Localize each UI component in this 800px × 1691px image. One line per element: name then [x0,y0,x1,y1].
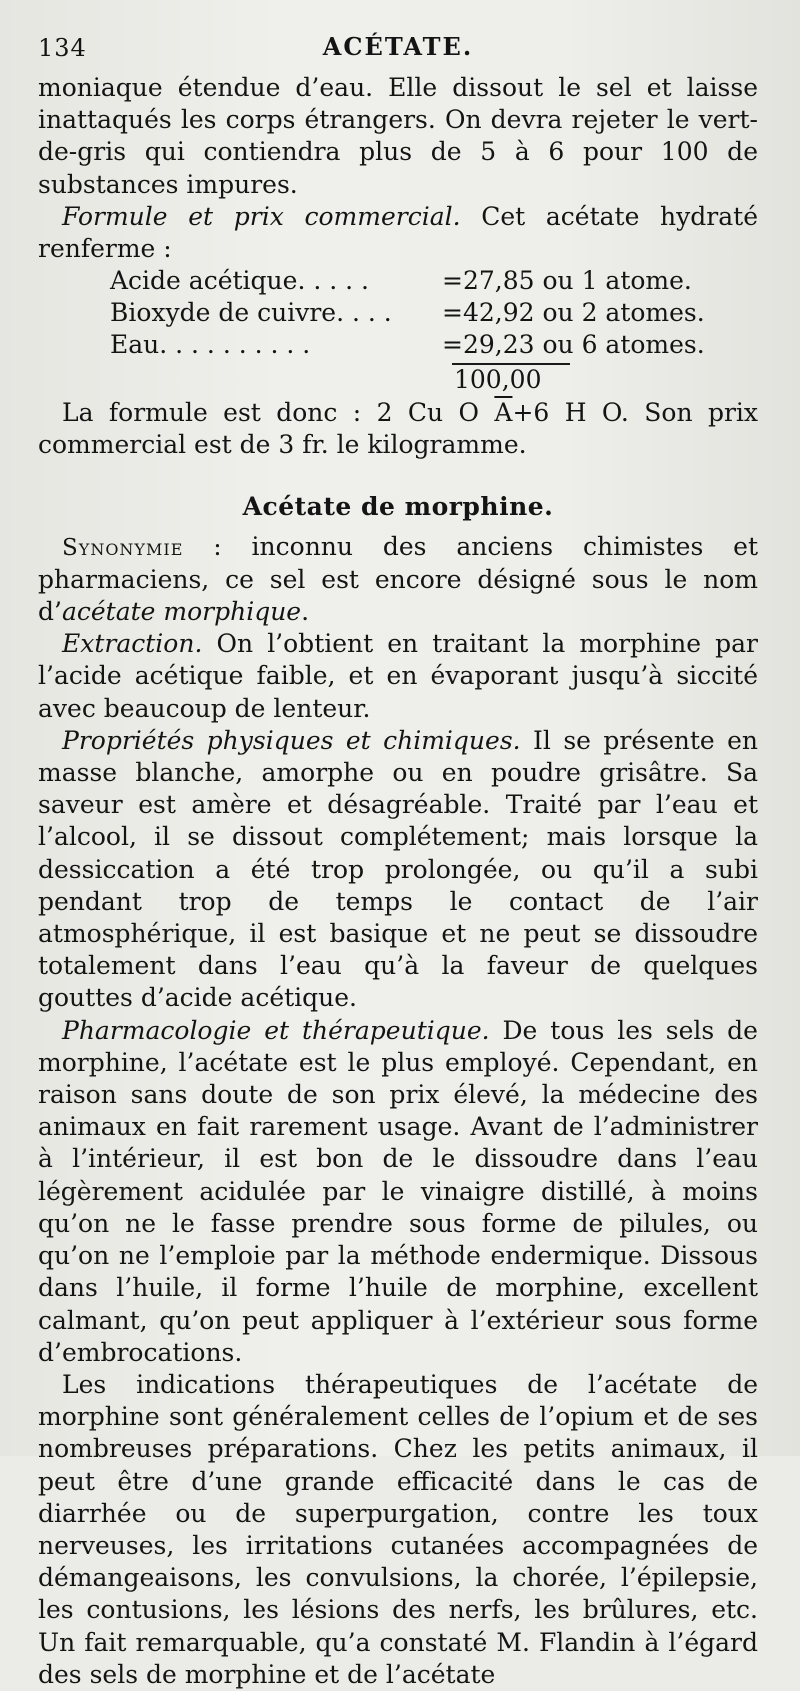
formula-label: Formule et prix commercial. [62,201,461,231]
component-value: =42,92 ou 2 atomes. [442,298,705,328]
total-value: 100,00 [454,365,542,395]
formula-intro [38,201,758,265]
synonymie-term: acétate morphique [61,597,302,627]
pharmacologie-text: De tous les sels de morphine, l’acétate est le plus employé. Cependant, en raison sans doute de son prix élevé, la médecine des animaux en fait rarement usage. Avant de l’administrer à l’intérieur, il est bon de le dissoudre dans l’eau légèrement acidulée par le vinaigre distillé, à moins qu’on ne le fasse prendre sous forme de pilules, ou qu’on ne l’emploie par la méthode endermique. Dissous dans l’huile, il forme l’huile de morphine, excellent calmant, qu’on peut appliquer à l’extérieur sous forme d’embrocations. [38,1015,758,1367]
indications-paragraph: Les indications thérapeutiques de l’acétate de morphine sont généralement celles de l’opium et de ses nombreuses préparations. Chez les petits animaux, il peut être d’une grande efficacité dans le cas de diarrhée ou de superpurgation, contre les toux nerveuses, les irritations cutanées accompagnées de démangeaisons, les convulsions, la chorée, l’épilepsie, les contusions, les lésions des nerfs, les brûlures, etc. Un fait remarquable, qu’a constaté M. Flandin à l’égard des sels de morphine et de l’acétate [38,1369,758,1689]
component-value: =29,23 ou 6 atomes. [442,330,705,360]
synonymie-paragraph [38,531,758,629]
component-value: =27,85 ou 1 atome. [442,266,692,296]
component-name: Eau. . . . . . . . . . [110,330,311,360]
extraction-text: On l’obtient en traitant la morphine par l’acide acétique faible, et en évaporant jusqu’à siccité avec beaucoup de lenteur. [38,629,758,723]
extraction-paragraph [38,628,758,725]
formula-text-before: La formule est donc : 2 Cu O [62,398,495,428]
pharmacologie-label: Pharmacologie et thérapeutique. [62,1015,490,1045]
composition-row [38,329,758,361]
synonymie-end: . [301,597,310,627]
running-title: ACÉTATE. [322,32,474,61]
proprietes-label: Propriétés physiques et chimiques. [62,725,521,755]
section-title: Acétate de morphine. [242,491,554,521]
proprietes-paragraph [38,725,758,1015]
composition-row [38,265,758,297]
proprietes-text: Il se présente en masse blanche, amorphe ou en poudre grisâtre. Sa saveur est amère et désagréable. Traité par l’eau et l’alcool, il se dissout complétement; mais lorsque la dessiccation a été trop prolongée, ou qu’il a subi pendant trop de temps le contact de l’air atmosphérique, il est basique et ne peut se dissoudre totalement dans l’eau qu’à la faveur de quelques gouttes d’acide acétique. [38,725,758,1013]
formula-intro-text: Cet acétate hydraté renferme : [38,201,758,264]
synonymie-label: Synonymie [62,534,184,561]
page-header [38,28,758,72]
component-name: Bioxyde de cuivre. . . . [110,298,392,328]
intro-paragraph: moniaque étendue d’eau. Elle dissout le sel et laisse inattaqués les corps étrangers. On devra rejeter le vert-de-gris qui contiendra plus de 5 à 6 pour 100 de substances impures. [38,73,758,199]
formula-conclusion [38,397,758,461]
composition-row [38,297,758,329]
page-number: 134 [38,34,87,62]
composition-table [38,265,758,361]
acetic-symbol: $\overline{A}$ [494,398,513,428]
extraction-label: Extraction. [62,629,203,659]
component-name: Acide acétique. . . . . [110,266,369,296]
composition-total [38,361,758,397]
synonymie-text: : inconnu des anciens chimistes et pharmaciens, ce sel est encore désigné sous le nom d’ [38,531,758,627]
pharmacologie-paragraph [38,1015,758,1369]
formula-text-after: +6 H O. Son prix commercial est de 3 fr. le kilogramme. [38,398,758,460]
